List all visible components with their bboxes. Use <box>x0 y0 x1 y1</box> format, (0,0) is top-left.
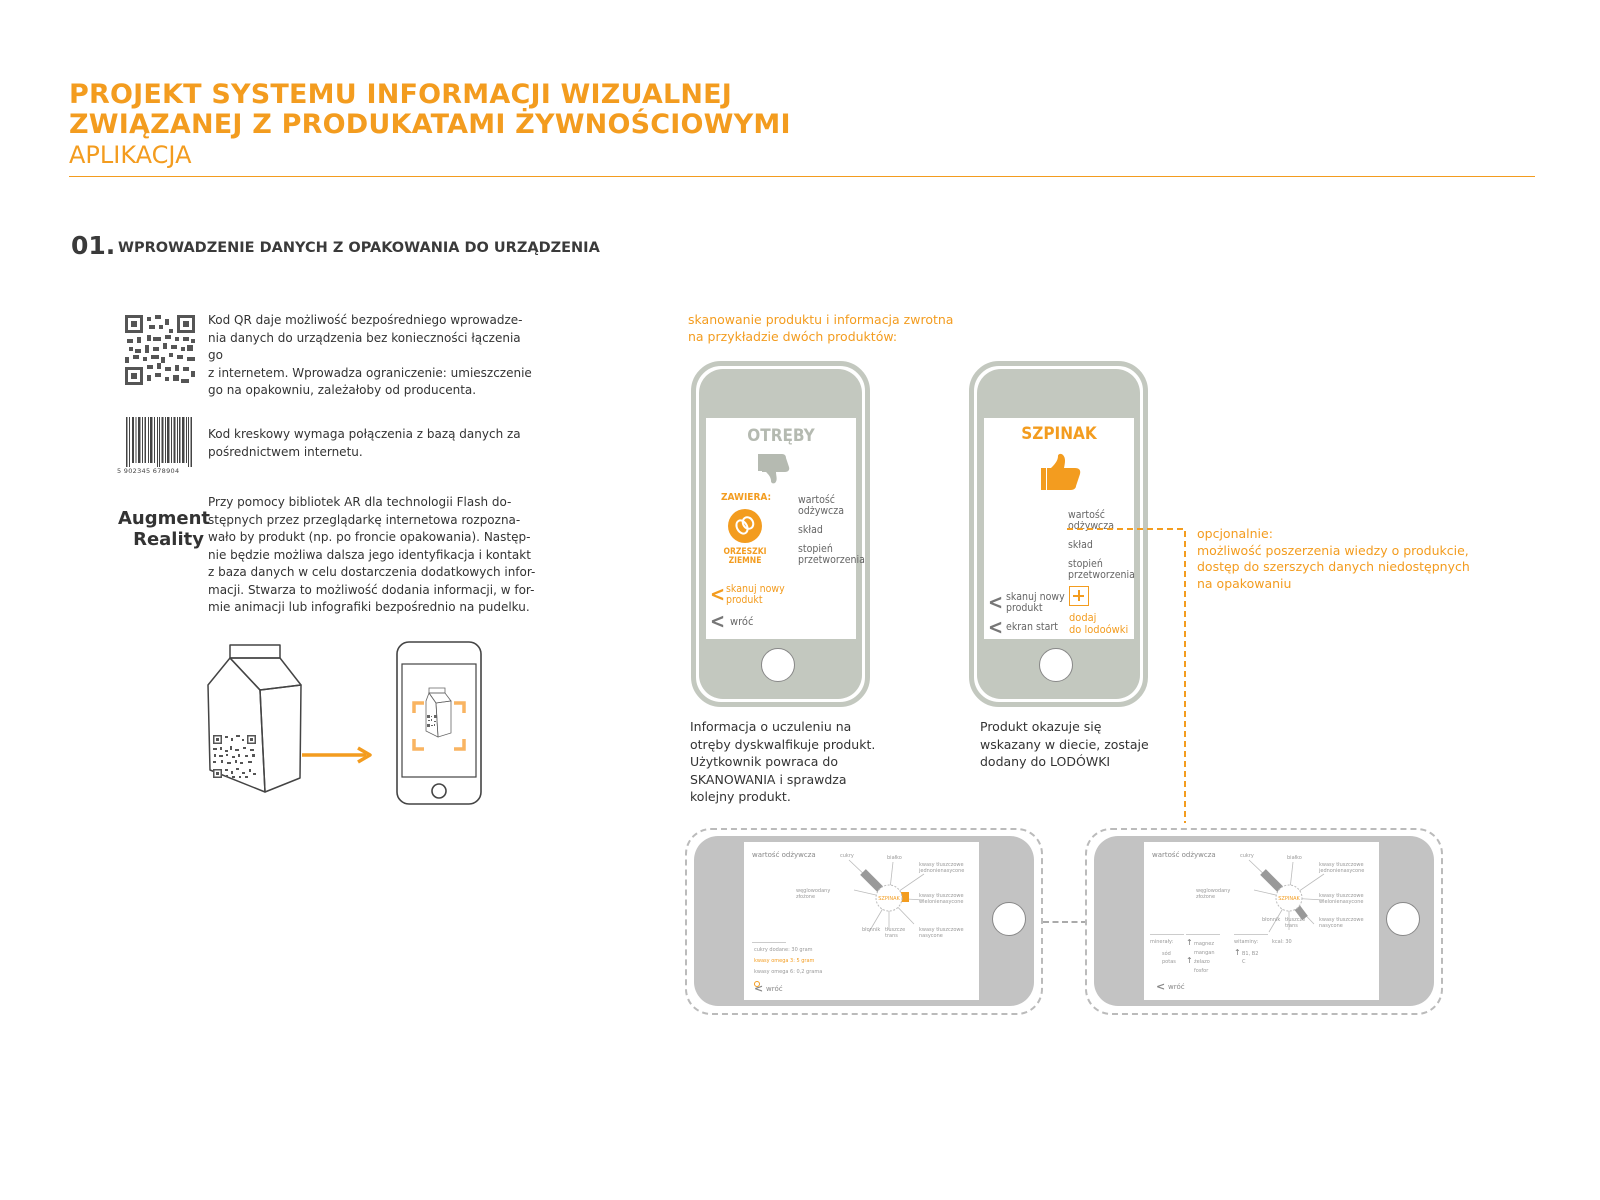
chevron-left-icon: < <box>988 590 1004 614</box>
product-name: SZPINAK <box>1021 424 1097 444</box>
home-button[interactable] <box>992 902 1026 936</box>
milk-carton-illustration <box>205 640 305 795</box>
phone2-caption: Produkt okazuje się wskazany w diecie, zostaje dodany do LODÓWKI <box>980 719 1149 769</box>
chevron-left-icon: < <box>1156 980 1166 993</box>
menu-nutrition[interactable]: wartość odżywcza <box>798 494 844 517</box>
qr-code-icon <box>125 315 195 385</box>
home-button[interactable] <box>761 648 795 682</box>
section-title: WPROWADZENIE DANYCH Z OPAKOWANIA DO URZĄDZENIA <box>118 240 600 256</box>
thumbs-down-icon <box>758 452 798 484</box>
page-title-line1: PROJEKT SYSTEMU INFORMACJI WIZUALNEJ <box>69 79 733 110</box>
phone-otreby <box>691 361 870 707</box>
menu-ingredients[interactable]: skład <box>1068 539 1093 551</box>
product-name: OTRĘBY <box>747 426 815 446</box>
section-number: 01. <box>71 231 116 260</box>
menu-nutrition[interactable]: wartość odżywcza <box>1068 509 1114 532</box>
allergen-label: ORZESZKI ZIEMNE <box>723 547 767 566</box>
add-to-fridge-button[interactable]: dodaj do lodoówki <box>1069 611 1129 636</box>
chevron-left-icon: < <box>710 609 726 633</box>
chevron-left-icon: < <box>754 982 764 995</box>
optional-note: opcjonalnie: możliwość poszerzenia wiedzy o produkcie, dostęp do szerszych danych niedostępnych na opakowaniu <box>1197 526 1470 591</box>
arrow-up-icon: ↑ <box>1234 948 1241 957</box>
landscape-screen-2: wartość odżywcza SZPINAK cukry białko kwasy tłuszczowe jednonienasycone węglowodany złożone kwasy tłuszczowe wielonienasycone błonnik tłuszcze trans kwasy tłuszczowe nasycone minerały: sód potas ↑ magnez mangan ↑ żelazo fosfor witaminy: kcal: 30 ↑ B1, B2 C < wróć <box>1144 842 1379 1000</box>
phone-szpinak-screen: SZPINAK wartość odżywcza skład stopień przetworzenia < skanuj nowy produkt < ekran start dodaj do lodoówki <box>984 418 1134 639</box>
dashed-connector <box>1065 525 1195 825</box>
thumbs-up-icon <box>1039 452 1087 492</box>
scan-note: skanowanie produktu i informacja zwrotna na przykładzie dwóch produktów: <box>688 312 954 344</box>
menu-ingredients[interactable]: skład <box>798 524 823 536</box>
contains-label: ZAWIERA: <box>721 492 772 503</box>
landscape-phone-1 <box>694 836 1034 1006</box>
menu-processing[interactable]: stopień przetworzenia <box>1068 558 1135 581</box>
header-divider <box>69 176 1535 177</box>
ar-description: Przy pomocy bibliotek AR dla technologii Flash do- stępnych przez przeglądarkę internetowa rozpozna- wało by produkt (np. po froncie opakowania). Następ- nie będzie możliwa dalsza jego identyfikacja i kontakt z baza danych w celu dostarczenia dodatkowych infor- macji. Stwarza to możliwość dodania informacji, w for- mie animacji lub infografiki bezpośrednio na pudelku. <box>208 495 536 614</box>
wheel-center-label: SZPINAK <box>878 896 900 902</box>
qr-description: Kod QR daje możliwość bezpośredniego wprowadze- nia danych do urządzenia bez konieczności łączenia go z internetem. Wprowadza ograniczenie: umieszczenie go na opakowniu, zależałoby od producenta. <box>208 313 532 397</box>
barcode-description: Kod kreskowy wymaga połączenia z bazą danych za pośrednictwem internetu. <box>208 427 521 459</box>
chevron-left-icon: < <box>988 615 1004 639</box>
page-title-line2: ZWIĄZANEJ Z PRODUKATAMI ŻYWNOŚCIOWYMI <box>69 109 791 140</box>
peanut-allergen-icon <box>727 508 763 544</box>
landscape-phone-2 <box>1094 836 1434 1006</box>
phone1-caption: Informacja o uczuleniu na otręby dyskwalfikuje produkt. Użytkownik powraca do SKANOWANIA i sprawdza kolejny produkt. <box>690 719 876 804</box>
wheel-center-label: SZPINAK <box>1278 896 1300 902</box>
landscape-screen-1: wartość odżywcza SZPINAK cukry białko kwasy tłuszczowe jednonienasycone węglowodany złożone kwasy tłuszczowe wielonienasycone błonnik tłuszcze trans kwasy tłuszczowe nasycone cukry dodane: 30 gram kwasy omega 3: 5 gram kwasy omega 6: 0,2 grama < wróć <box>744 842 979 1000</box>
arrow-up-icon: ↑ <box>1186 938 1193 947</box>
arrow-up-icon: ↑ <box>1186 956 1193 965</box>
augment-reality-label: Augment Reality <box>118 508 211 550</box>
phone-otreby-screen: OTRĘBY ZAWIERA: ORZESZKI ZIEMNE wartość odżywcza skład stopień przetworzenia < skanuj nowy produkt < wróć <box>706 418 856 639</box>
home-button[interactable] <box>1386 902 1420 936</box>
page-subtitle: APLIKACJA <box>69 141 192 169</box>
barcode-number: 5 902345 678904 <box>117 467 180 475</box>
arrow-right-icon <box>300 745 380 765</box>
landscape-connector <box>1043 921 1087 923</box>
phone-scan-illustration <box>396 641 482 805</box>
chevron-left-icon: < <box>710 582 726 606</box>
menu-processing[interactable]: stopień przetworzenia <box>798 543 865 566</box>
